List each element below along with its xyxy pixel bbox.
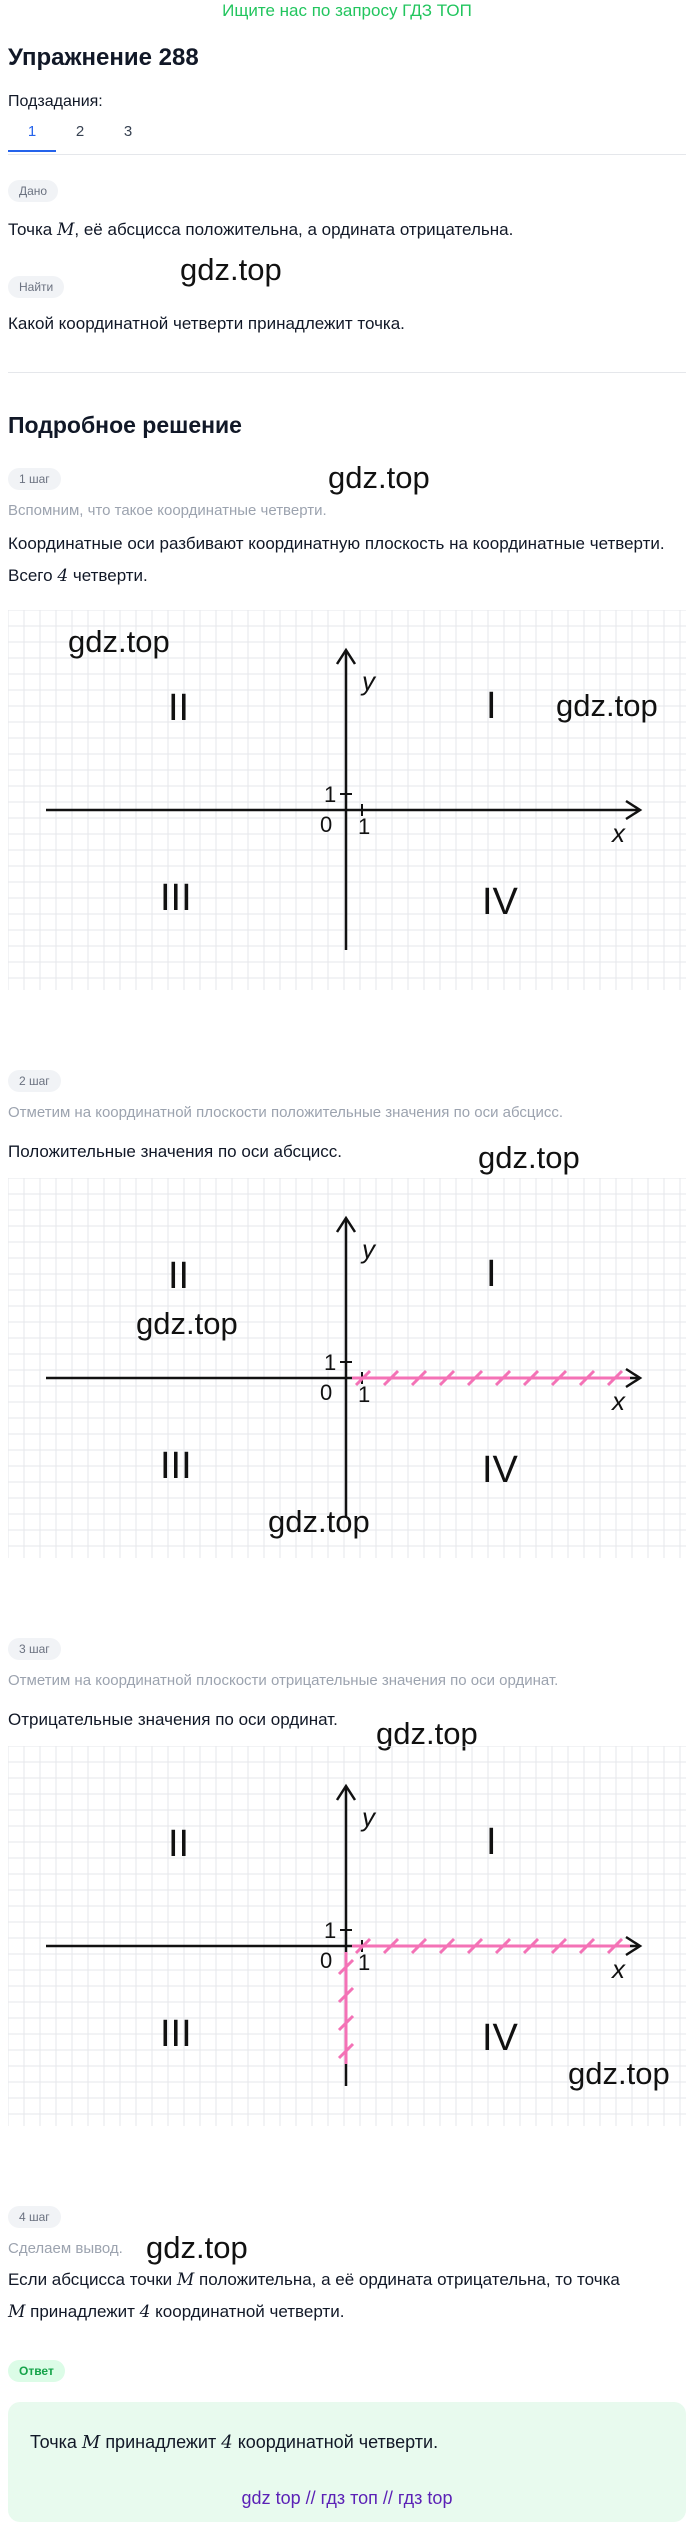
step-1-hint: Вспомним, что такое координатные четверти. — [8, 502, 327, 519]
quadrant-2-label: II — [168, 1255, 190, 1297]
x-unit-label: 1 — [358, 1382, 371, 1407]
step-3-badge: 3 шаг — [8, 1638, 61, 1660]
step-2-badge: 2 шаг — [8, 1070, 61, 1092]
given-badge: Дано — [8, 180, 58, 202]
step-2-hint: Отметим на координатной плоскости положительные значения по оси абсцисс. — [8, 1104, 564, 1121]
watermark: gdz.top — [328, 460, 430, 495]
watermark: gdz.top — [568, 2056, 670, 2091]
quadrant-4-label: IV — [482, 2017, 518, 2059]
watermark: gdz.top — [136, 1306, 238, 1341]
promo-banner[interactable]: Ищите нас по запросу ГДЗ ТОП — [222, 1, 472, 20]
subtask-tabs — [8, 123, 152, 152]
origin-label: 0 — [320, 1380, 333, 1405]
x-unit-label: 1 — [358, 814, 371, 839]
answer-text: Точка M принадлежит 4 координатной четверти. — [30, 2432, 439, 2453]
y-axis-label: y — [362, 666, 375, 696]
watermark: gdz.top — [180, 252, 282, 287]
tab-1[interactable]: 1 — [8, 123, 56, 152]
step-1-text: Координатные оси разбивают координатную плоскость на координатные четверти. Всего 4 четверти. — [8, 534, 665, 586]
page-title: Упражнение 288 — [8, 44, 199, 71]
step-2-text: Положительные значения по оси абсцисс. — [8, 1142, 342, 1161]
y-unit-label: 1 — [324, 782, 337, 807]
quadrant-3-label: III — [160, 877, 192, 919]
divider — [8, 154, 686, 155]
solution-title: Подробное решение — [8, 412, 242, 438]
x-unit-label: 1 — [358, 1950, 371, 1975]
quadrant-2-label: II — [168, 1823, 190, 1865]
watermark: gdz.top — [268, 1504, 370, 1539]
x-axis-label: x — [612, 818, 625, 848]
step-4-text: Если абсцисса точки M положительна, а её ордината отрицательна, то точка M принадлежит 4 координатной четверти. — [8, 2270, 620, 2322]
watermark: gdz.top — [68, 624, 170, 659]
divider — [8, 372, 686, 373]
subtasks-label: Подзадания: — [8, 93, 103, 110]
find-badge: Найти — [8, 276, 64, 298]
step-3-text: Отрицательные значения по оси ординат. — [8, 1710, 338, 1729]
find-text: Какой координатной четверти принадлежит точка. — [8, 314, 405, 333]
quadrant-1-label: I — [486, 685, 497, 727]
quadrant-3-label: III — [160, 1445, 192, 1487]
watermark: gdz.top — [556, 688, 658, 723]
quadrant-3-label: III — [160, 2013, 192, 2055]
origin-label: 0 — [320, 812, 333, 837]
tab-2[interactable]: 2 — [75, 123, 85, 140]
quadrant-2-label: II — [168, 687, 190, 729]
step-4-hint: Сделаем вывод. — [8, 2240, 123, 2257]
watermark: gdz.top — [146, 2230, 248, 2265]
x-axis-label: x — [612, 1386, 625, 1416]
tab-3[interactable]: 3 — [123, 123, 133, 140]
y-unit-label: 1 — [324, 1350, 337, 1375]
coordinate-plane-2 — [8, 1178, 686, 1558]
quadrant-4-label: IV — [482, 1449, 518, 1491]
watermark: gdz.top — [478, 1140, 580, 1175]
quadrant-4-label: IV — [482, 881, 518, 923]
watermark: gdz.top — [376, 1716, 478, 1751]
y-axis-label: y — [362, 1802, 375, 1832]
step-4-badge: 4 шаг — [8, 2206, 61, 2228]
footer-links[interactable]: gdz top // гдз топ // гдз top — [241, 2488, 453, 2508]
answer-badge: Ответ — [8, 2360, 65, 2382]
step-1-badge: 1 шаг — [8, 468, 61, 490]
y-unit-label: 1 — [324, 1918, 337, 1943]
step-3-hint: Отметим на координатной плоскости отрицательные значения по оси ординат. — [8, 1672, 559, 1689]
coordinate-plane-1 — [8, 610, 686, 990]
y-axis-label: y — [362, 1234, 375, 1264]
quadrant-1-label: I — [486, 1253, 497, 1295]
x-axis-label: x — [612, 1954, 625, 1984]
quadrant-1-label: I — [486, 1821, 497, 1863]
origin-label: 0 — [320, 1948, 333, 1973]
given-text: Точка M, её абсцисса положительна, а ордината отрицательна. — [8, 220, 514, 240]
